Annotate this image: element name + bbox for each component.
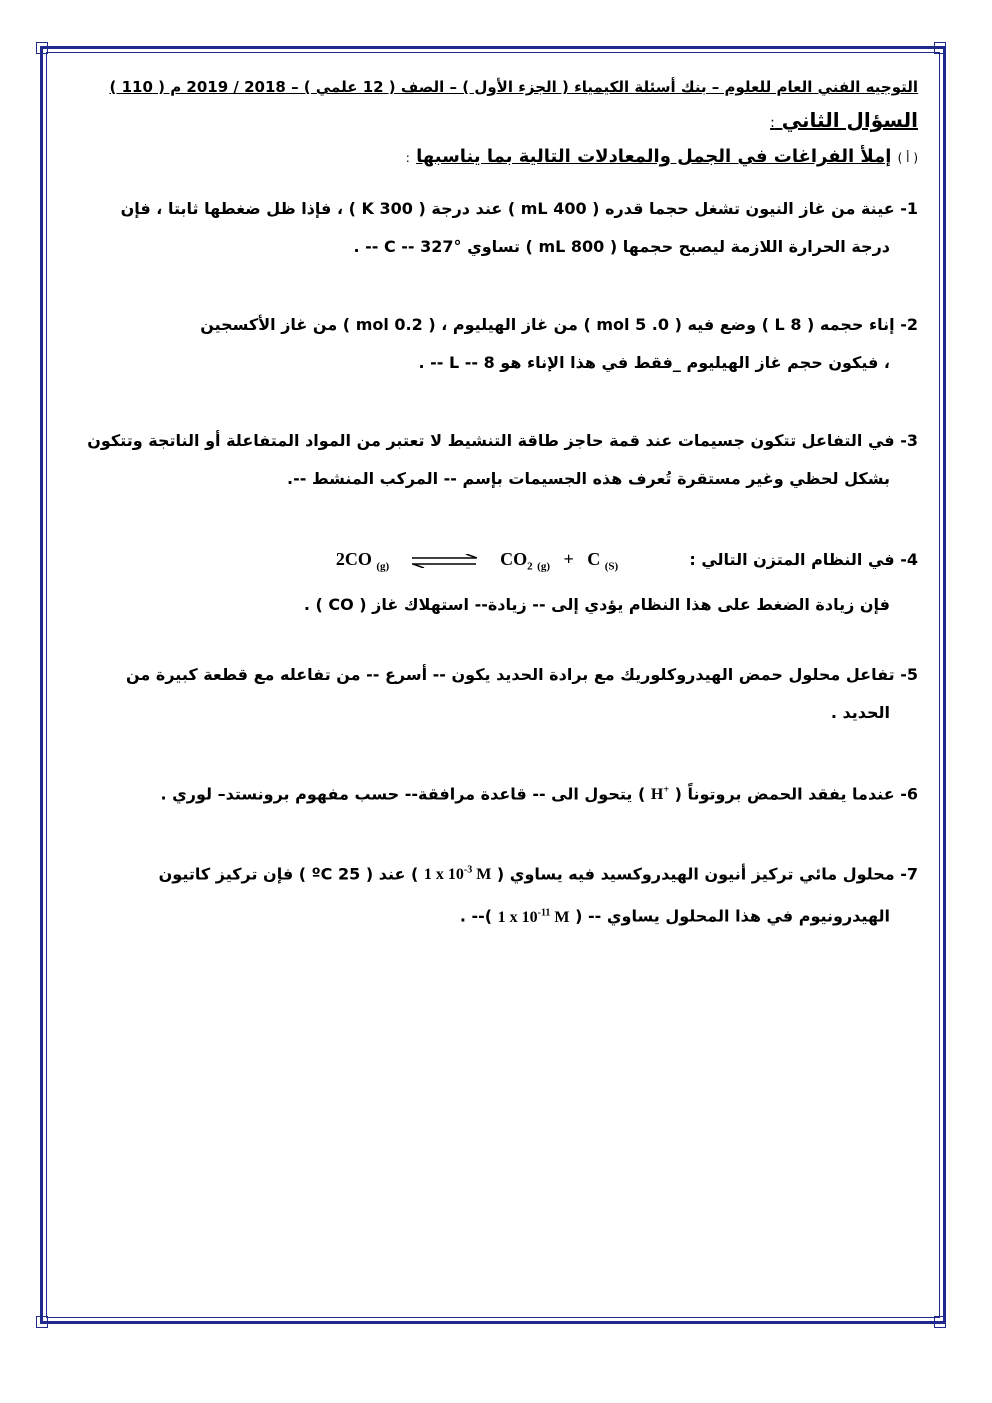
item-6 xyxy=(78,772,918,814)
equilibrium-equation xyxy=(336,540,618,586)
item-2-line-2: ، فيكون حجم غاز الهيليوم _فقط في هذا الإناء هو L -- 8 -- . xyxy=(418,353,890,372)
item-7 xyxy=(78,852,918,937)
item-4-line-1 xyxy=(78,540,918,586)
item-6-text-b: ) يتحول الى -- قاعدة مرافقة-- حسب مفهوم برونستد– لوري . xyxy=(160,784,646,804)
conc1-exponent: -3 xyxy=(463,865,473,876)
item-3 xyxy=(78,422,918,498)
eq-product-1-sub: 2 xyxy=(527,560,533,573)
item-3-line-1: 3- في التفاعل تتكون جسيمات عند قمة حاجز طاقة التنشيط لا تعتبر من المواد المتفاعلة أو الناتجة وتتكون xyxy=(87,431,918,450)
item-1-line-1: 1- عينة من غاز النيون تشغل حجما قدره ( 400 mL ) عند درجة ( 300 K ) ، فإذا ظل ضغطها ثابتا ، فإن xyxy=(120,199,918,218)
hydroxide-concentration xyxy=(424,866,491,883)
item-4-line-2: فإن زيادة الضغط على هذا النظام يؤدي إلى -- زيادة-- استهلاك غاز ( CO ) . xyxy=(303,594,890,614)
item-1 xyxy=(78,190,918,266)
border-corner-top-right xyxy=(934,42,946,54)
equilibrium-arrow-icon xyxy=(410,554,480,568)
instruction-text: إملأ الفراغات في الجمل والمعادلات التالية بما يناسبها xyxy=(416,146,892,167)
item-7-text-a: 7- محلول مائي تركيز أنيون الهيدروكسيد فيه يساوي ( xyxy=(496,864,918,884)
item-3-line-2: بشكل لحظي وغير مستقرة تُعرف هذه الجسيمات بإسم -- المركب المنشط --. xyxy=(287,469,890,488)
item-7-text-c: الهيدرونيوم في هذا المحلول يساوي -- ( xyxy=(575,906,890,926)
instruction-colon: : xyxy=(405,151,410,165)
item-7-line-2 xyxy=(78,894,918,936)
item-6-line-1 xyxy=(78,772,918,814)
question-title xyxy=(60,108,918,132)
question-title-text: السؤال الثاني xyxy=(781,108,918,132)
item-5 xyxy=(78,656,918,732)
hydrogen-symbol: H xyxy=(650,786,664,804)
conc1-base: 1 x 10 xyxy=(423,866,464,884)
border-corner-bottom-right xyxy=(934,1316,946,1328)
eq-product-2: C xyxy=(587,549,601,569)
item-2 xyxy=(78,306,918,382)
item-4 xyxy=(78,540,918,624)
eq-plus: + xyxy=(563,549,574,569)
question-title-colon: : xyxy=(770,115,775,131)
instruction-prefix: ( أ ) xyxy=(897,151,918,165)
item-1-line-2: درجة الحرارة اللازمة ليصبح حجمها ( 800 mL ) تساوي °C -- 327 -- . xyxy=(353,237,890,256)
conc2-exponent: -11 xyxy=(537,907,551,919)
item-7-text-b: ) عند ( 25 ºC ) فإن تركيز كاتيون xyxy=(158,864,419,884)
item-7-text-d: )-- . xyxy=(459,906,493,926)
conc2-unit: M xyxy=(554,908,570,926)
eq-product-2-state: (S) xyxy=(604,560,619,573)
item-4-prefix: 4- في النظام المتزن التالي : xyxy=(689,550,918,569)
conc2-base: 1 x 10 xyxy=(497,908,538,926)
page-header: التوجيه الفني العام للعلوم – بنك أسئلة الكيمياء ( الجزء الأول ) – الصف ( 12 علمي ) – 2018 / 2019 م ( 110 ) xyxy=(109,78,918,96)
hydrogen-charge: + xyxy=(663,785,670,796)
item-7-line-1 xyxy=(78,852,918,894)
hydrogen-ion xyxy=(651,786,669,803)
instruction xyxy=(60,146,918,167)
eq-product-1: CO xyxy=(500,549,528,569)
eq-product-1-state: (g) xyxy=(537,560,550,573)
border-corner-top-left xyxy=(36,42,48,54)
eq-reactant: 2CO xyxy=(335,549,372,569)
item-5-line-1: 5- تفاعل محلول حمض الهيدروكلوريك مع برادة الحديد يكون -- أسرع -- من تفاعله مع قطعة كبيرة من xyxy=(126,665,918,684)
document-content xyxy=(60,58,918,167)
hydronium-concentration xyxy=(498,909,570,926)
border-corner-bottom-left xyxy=(36,1316,48,1328)
item-2-line-1: 2- إناء حجمه ( 8 L ) وضع فيه ( 0. 5 mol ) من غاز الهيليوم ، ( 0.2 mol ) من غاز الأكسجين xyxy=(200,315,918,334)
item-5-line-2: الحديد . xyxy=(830,703,890,722)
eq-reactant-state: (g) xyxy=(376,560,390,573)
item-6-text-a: 6- عندما يفقد الحمض بروتوناً ( xyxy=(674,784,918,804)
conc1-unit: M xyxy=(476,866,492,884)
